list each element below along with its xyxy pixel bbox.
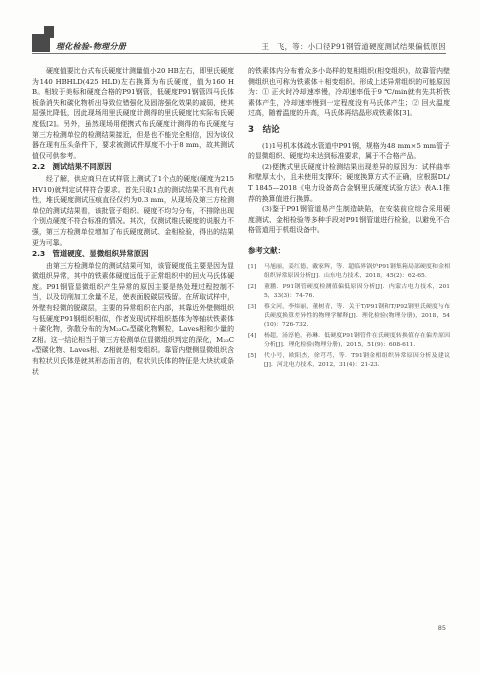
reference-text: 蔡文河，李炜丽，董树青，等．关于T/P91钢和T/P92钢里氏硬度与布氏硬度换算差异性的物理学解释[J]．理化检验(物理分册)，2018，54(10)：726-732.	[264, 303, 450, 328]
section-heading-2-2: 2.2 测试结果不同原因	[32, 162, 112, 172]
reference-number: [4]	[248, 332, 257, 339]
reference-item	[248, 283, 450, 301]
reference-number: [2]	[248, 283, 257, 290]
reference-text: 马旭丽，姜红德，戴家辉，等．超临界锅炉P91钢集箱局部硬度和金相组织异常原因分析[J]．山东电力技术，2018，45(2)：62-65.	[264, 263, 450, 279]
reference-text: 杨超，汤淳艳，孙琳．低硬度P91钢管件在氏硬度转换值存在偏差原因分析[J]．理化检验(物理分册)，2015，51(9)：608-611.	[264, 332, 450, 348]
reference-item	[248, 352, 450, 370]
journal-name: 理化检验-物理分册	[56, 42, 127, 51]
conclusion-3: (3)鉴于P91钢管道易产生制造缺陷，在安装前应综合采用硬度测试、金相检验等多种手段对P91钢管道进行检验，以避免不合格管道用于机组设备中。	[248, 205, 450, 235]
running-title: 王 飞，等：小口径P91钢管道硬度测试结果偏低原因	[261, 42, 446, 51]
reference-number: [3]	[248, 303, 257, 310]
reference-number: [1]	[248, 263, 257, 270]
paragraph: 经了解，供应商只在试样管上测试了1个点的硬度(硬度为215 HV10)就判定试样符合要求。首先只取1点的测试结果不具有代表性，堆氏硬度测试压痕直径仅约为0.3 mm，从现场及第三方检测单位的测试结果看，该批管子组织、硬度不均匀分布，不排除出现个别点硬度不符合标准的情况。其次，仅测试维氏硬度的说服力不强，第三方检测单位增加了布氏硬度测试、金相检验，得出的结果更为可靠。	[32, 174, 234, 247]
reference-number: [5]	[248, 352, 257, 359]
right-column	[248, 66, 450, 372]
paragraph: 硬度值要比台式布氏硬度计测量值小20 HB左右，即里氏硬度为140 HBHLD(425 HLD)左右换算为布氏硬度，值为160 HB。相较于美标和硬度合格的P91钢管，低硬度P91钢管四马氏体板条消失和碳化物析出导致位错强化及固溶强化效果的减弱，使其屈强比降低，因此现场用里氏硬度计测得的里氏硬度比实际布氏硬度低[2]。另外，虽然现场用便携式布氏硬度计测得的布氏硬度与第三方检测单位的检测结果接近，但是也不能完全相信，因为该仪器在现有压头条件下，要求被测试件厚度不小于8 mm，故其测试值仅可供参考。	[32, 67, 234, 160]
page-header	[0, 0, 480, 58]
reference-item	[248, 332, 450, 350]
page-number: 85	[437, 624, 446, 632]
conclusion-1: (1)1号机本体疏水管道中P91钢，规格为48 mm×5 mm管子的显微组织、硬度均未达到标准要求，属于不合格产品。	[248, 141, 450, 161]
reference-list	[248, 263, 450, 370]
paragraph: 的铁素体内分布着众多小岛样的复相组织(相变组织)，故靠管内壁侧组织也可称为铁素体＋相变组织。形成上述异常组织的可能原因为：① 正火时冷却速率慢，冷却速率低于9 ℃/min就有先共析铁素体产生，冷却速率慢到一定程度没有马氏体产生；② 回火温度过高，随着温度的升高，马氏体再结晶形成铁素体[3]。	[248, 67, 450, 118]
header-rule	[32, 53, 446, 54]
reference-item	[248, 303, 450, 330]
references-title: 参考文献：	[248, 245, 285, 255]
conclusion-2: (2)便携式里氏硬度计检测结果出现差异的原因为：试样曲率和壁厚太小，且未使用支撑环；硬度换算方式不正确，应根据DL/T 1845—2018《电力设备高合金钢里氏硬度试验方法》表A.1推荐的换算值进行换算。	[248, 162, 450, 203]
reference-text: 代小号，欧阳杰，徐芎芎，等．T91钢金相组织异常原因分析及建议[J]．河北电力技术，2012，31(4)：21-23.	[264, 352, 450, 368]
section-heading-2-3: 2.3 管道硬度、显微组织异常原因	[32, 249, 149, 259]
reference-text: 董鹏．P91钢管硬度检测值偏低原因分析[J]．内蒙古电力技术，2015，33(3)：74-76.	[264, 283, 450, 299]
paragraph: 由第三方检测单位的测试结果可知，该管硬度低主要是因为显微组织异常，其中的铁素体硬度远低于正常组织中的回火马氏体硬度。P91钢管显微组织产生异常的原因主要是热处理过程控制不当，以及切削加工余量不足，使表面脱碳层残留。在所取试样中，外壁有轻微的脱碳层，主要的异常组织在内部，其靠近外壁侧组织与低硬度P91钢组织相似，作者发现试样组织基体为等轴状铁素体＋碳化物，弥散分布的为M₂₃C₆型碳化物颗粒，Laves相和少量的Z相。这一结论相当于第三方检测单位显微组织判定的深化，M₂₃C₆型碳化物、Laves相、Z相就是相变组织。靠管内壁侧显微组织含有粒状贝氏体是就其形态而言的，粒状贝氏体的特征是大块状或条状	[32, 261, 234, 376]
journal-logo-base-icon	[32, 34, 50, 52]
left-column	[32, 66, 234, 377]
reference-item	[248, 263, 450, 281]
section-heading-3: 3 结论	[248, 124, 280, 135]
